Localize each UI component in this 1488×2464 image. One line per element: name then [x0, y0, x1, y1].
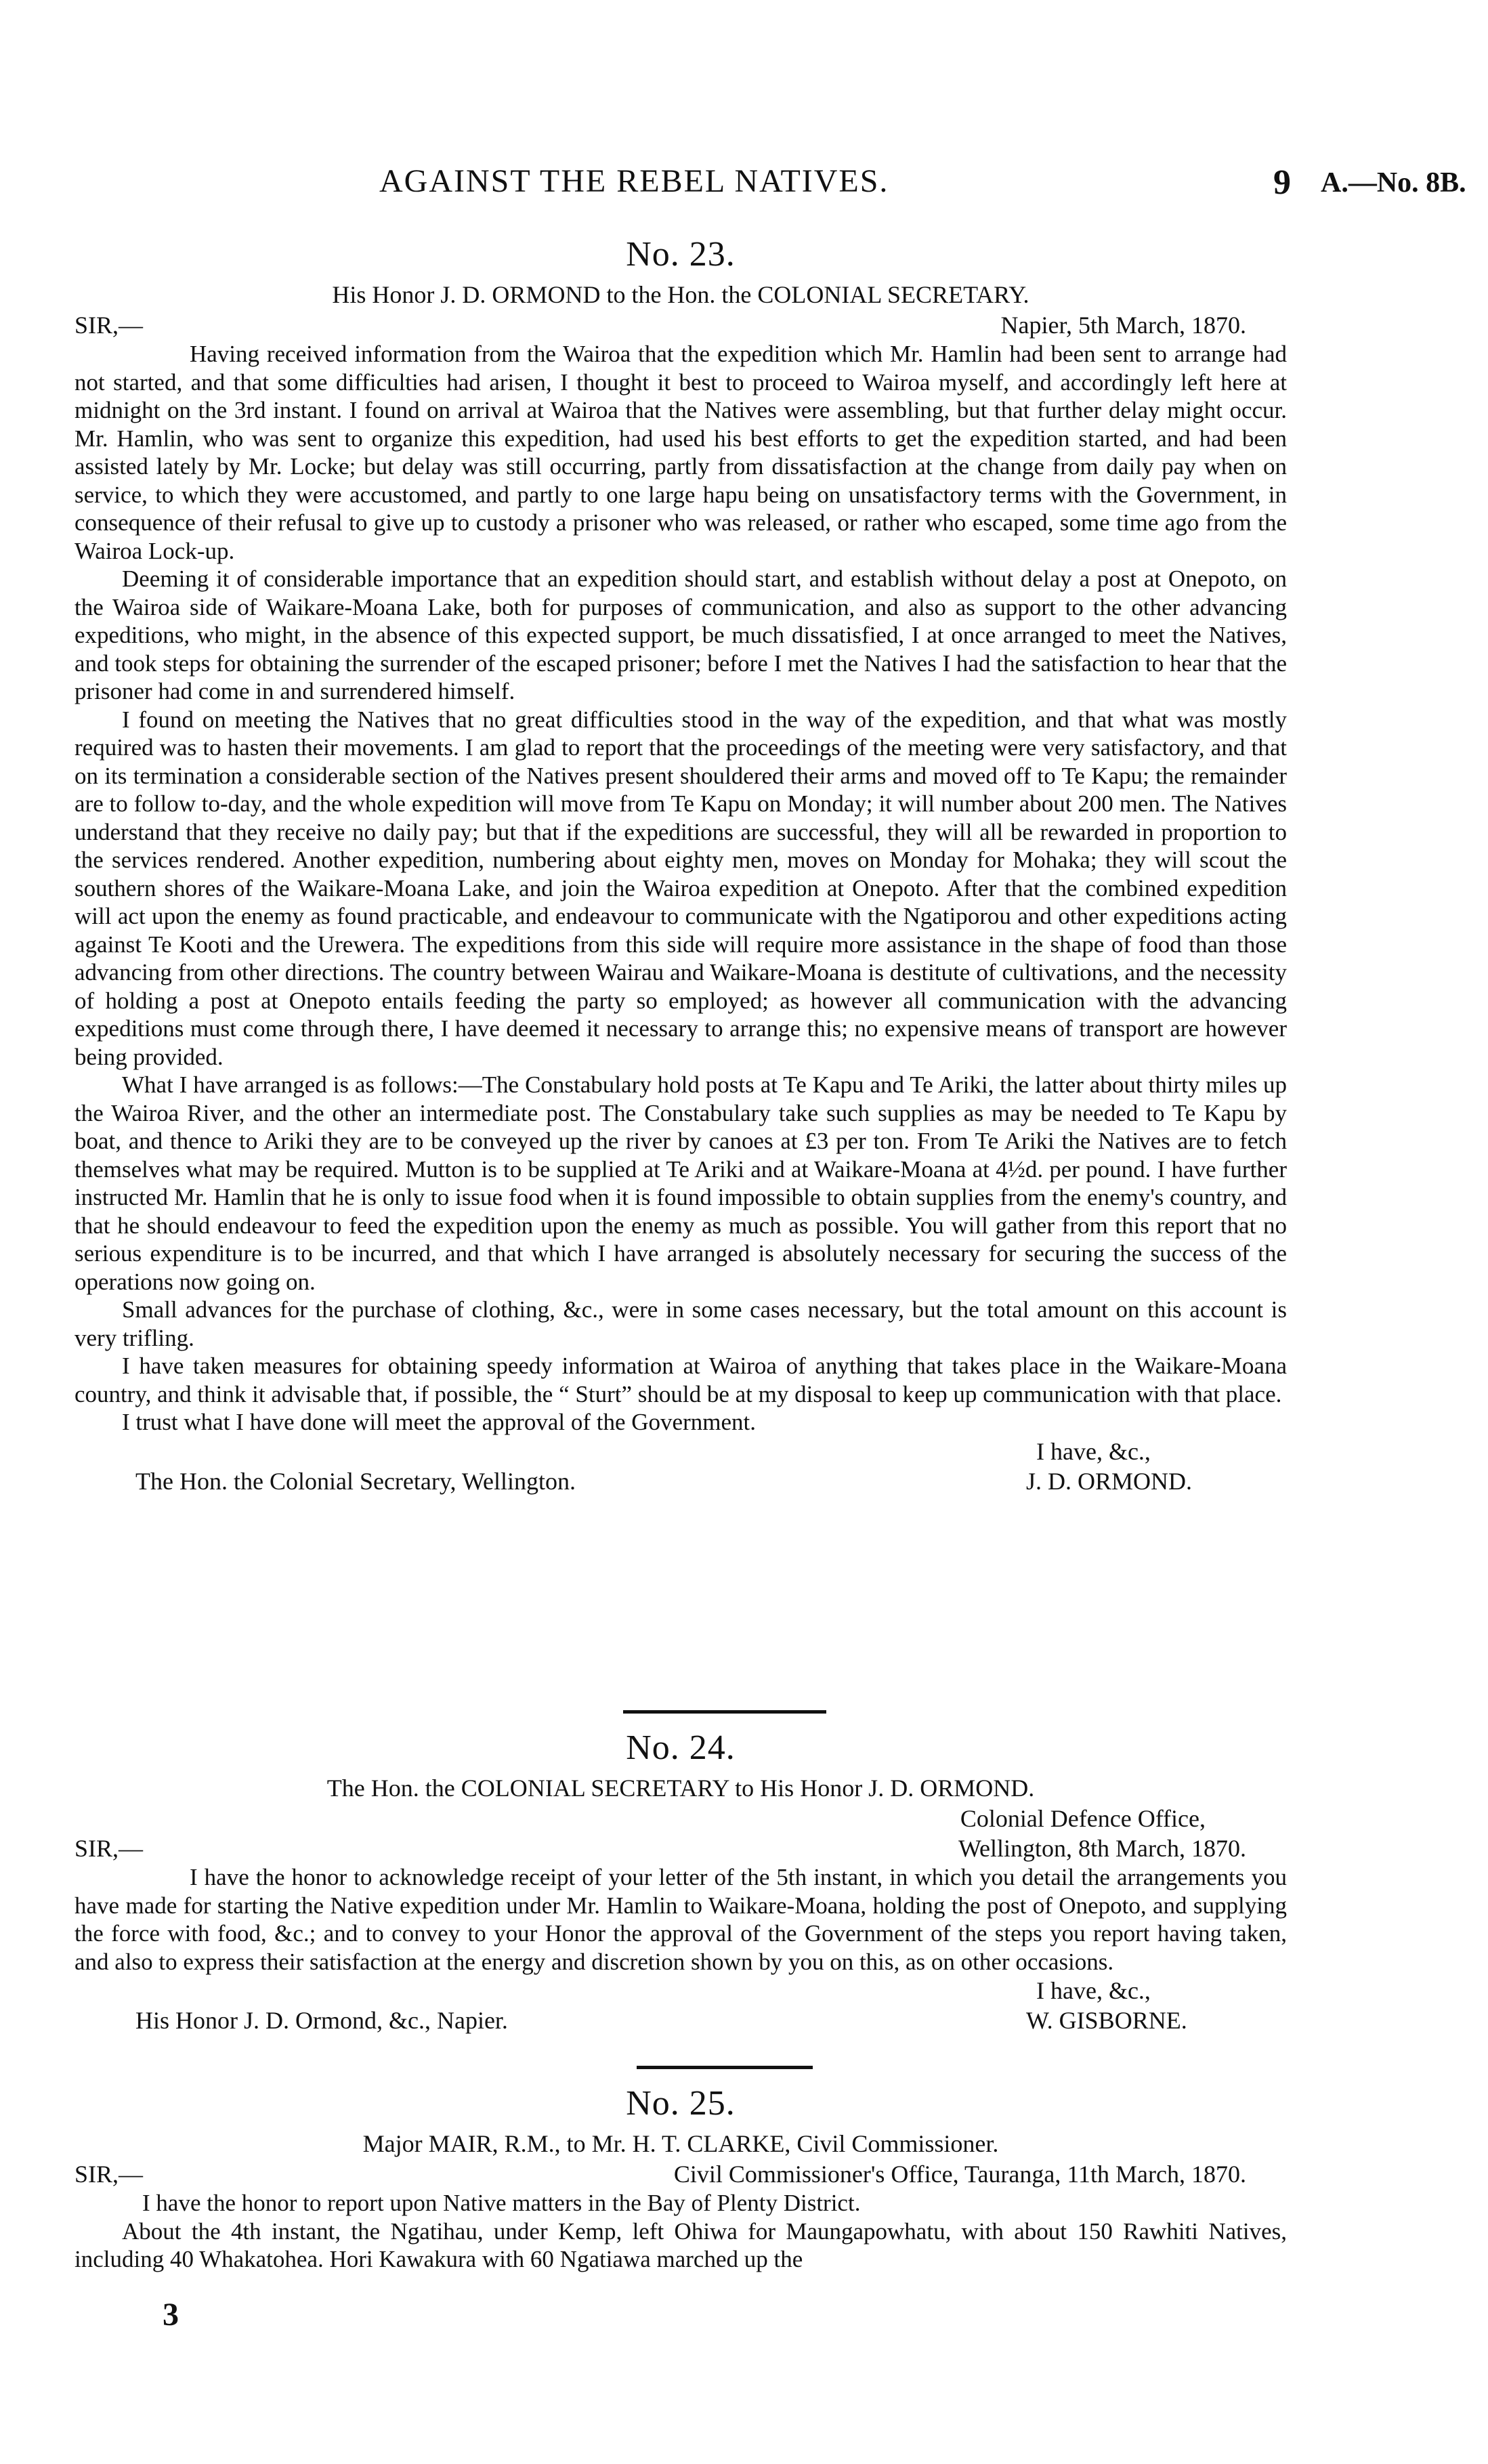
paragraph: Deeming it of considerable importance that an expedition should start, and establish without delay a post at Onepoto, on the Wairoa side of Waikare-Moana Lake, both for purposes of communication, and also as support to the other advancing expeditions, who might, in the absence of this expected support, be much dissatisfied, I at once arranged to meet the Natives, and took steps for obtaining the surrender of the escaped prisoner; before I met the Natives I had the satisfaction to hear that the prisoner had come in and surrendered himself. — [75, 566, 1287, 704]
salutation-row — [75, 310, 1287, 340]
addressee: His Honor J. D. Ormond, &c., Napier. — [135, 2007, 508, 2034]
page-header — [0, 163, 1488, 210]
paper-reference: A.—No. 8B. — [1321, 167, 1466, 198]
addressee: The Hon. the Colonial Secretary, Wellington. — [135, 1467, 576, 1495]
salutation-row — [75, 2159, 1287, 2189]
page-number: 9 — [1273, 163, 1291, 202]
office-line: Colonial Defence Office, — [960, 1805, 1206, 1832]
paragraph: About the 4th instant, the Ngatihau, under Kemp, left Ohiwa for Maungapowhatu, with about 150 Rawhiti Natives, including 40 Whakatohea. Hori Kawakura with 60 Ngatiawa marched up the — [75, 2217, 1287, 2272]
section-divider — [637, 2066, 813, 2069]
place-date: Wellington, 8th March, 1870. — [958, 1835, 1246, 1862]
letter-number: No. 24. — [626, 1728, 736, 1767]
paragraph: I have the honor to report upon Native matters in the Bay of Plenty District. — [142, 2190, 861, 2216]
closing-row — [75, 1437, 1287, 1466]
paragraph: Small advances for the purchase of clothing, &c., were in some cases necessary, but the total amount on this account is very trifling. — [75, 1296, 1287, 1351]
letter-23 — [75, 230, 1287, 1496]
letter-25 — [75, 2079, 1287, 2274]
salutation: SIR,— — [75, 1835, 144, 1862]
letter-subtitle: Major MAIR, R.M., to Mr. H. T. CLARKE, Civil Commissioner. — [362, 2130, 999, 2157]
signature: J. D. ORMOND. — [1026, 1467, 1193, 1495]
signature-row — [75, 2005, 1287, 2035]
closing: I have, &c., — [1036, 1977, 1151, 2004]
letter-24 — [75, 1724, 1287, 2035]
letter-number: No. 23. — [626, 235, 736, 274]
place-date: Civil Commissioner's Office, Tauranga, 11th March, 1870. — [673, 2161, 1246, 2188]
closing-row — [75, 1976, 1287, 2005]
paragraph: I have the honor to acknowledge receipt of your letter of the 5th instant, in which you detail the arrangements you have made for starting the Native expedition under Mr. Hamlin to Waikare-Moana, holding the post of Onepoto, and supplying the force with food, &c.; and to convey to your Honor the approval of the Government of the steps you report having taken, and also to express their satisfaction at the energy and discretion shown by you on this, as on other occasions. — [75, 1864, 1287, 1975]
salutation: SIR,— — [75, 2161, 144, 2188]
paragraph: I trust what I have done will meet the approval of the Government. — [122, 1409, 756, 1435]
signature-mark: 3 — [163, 2297, 179, 2333]
letter-number: No. 25. — [626, 2084, 736, 2123]
salutation: SIR,— — [75, 312, 144, 339]
closing: I have, &c., — [1036, 1437, 1151, 1465]
signature-row — [75, 1466, 1287, 1496]
signature: W. GISBORNE. — [1026, 2007, 1187, 2034]
letter-subtitle: The Hon. the COLONIAL SECRETARY to His Honor J. D. ORMOND. — [326, 1775, 1035, 1802]
salutation-row — [75, 1833, 1287, 1863]
place-date: Napier, 5th March, 1870. — [1000, 312, 1246, 339]
letter-subtitle: His Honor J. D. ORMOND to the Hon. the COLONIAL SECRETARY. — [332, 281, 1029, 308]
running-title: AGAINST THE REBEL NATIVES. — [379, 163, 889, 199]
section-divider — [623, 1710, 826, 1714]
paragraph: What I have arranged is as follows:—The Constabulary hold posts at Te Kapu and Te Ariki, the latter about thirty miles up the Wairoa River, and the other an intermediate post. The Constabulary take such supplies as may be needed to Te Kapu by boat, and thence to Ariki they are to be conveyed up the river by canoes at £3 per ton. From Te Ariki the Natives are to fetch themselves what may be required. Mutton is to be supplied at Te Ariki and at Waikare-Moana at 4½d. per pound. I have further instructed Mr. Hamlin that he is only to issue food when it is found impossible to obtain supplies from the enemy's country, and that he should endeavour to feed the expedition upon the enemy as much as possible. You will gather from this report that no serious expenditure is to be incurred, and that which I have arranged is absolutely necessary for securing the success of the operations now going on. — [75, 1071, 1287, 1295]
paragraph: I have taken measures for obtaining speedy information at Wairoa of anything that takes place in the Waikare-Moana country, and think it advisable that, if possible, the “ Sturt” should be at my disposal to keep up communication with that place. — [75, 1353, 1287, 1407]
paragraph: Having received information from the Wairoa that the expedition which Mr. Hamlin had been sent to arrange had not started, and that some difficulties had arisen, I thought it best to proceed to Wairoa myself, and accordingly left here at midnight on the 3rd instant. I found on arrival at Wairoa that the Natives were assembling, but that further delay might occur. Mr. Hamlin, who was sent to organize this expedition, had used his best efforts to get the expedition started, and had been assisted lately by Mr. Locke; but delay was still occurring, partly from dissatisfaction at the change from daily pay when on service, to which they were accustomed, and partly to one large hapu being on unsatisfactory terms with the Government, in consequence of their refusal to give up to custody a prisoner who was released, or rather who escaped, some time ago from the Wairoa Lock-up. — [75, 341, 1287, 564]
paragraph: I found on meeting the Natives that no great difficulties stood in the way of the expedition, and that what was mostly required was to hasten their movements. I am glad to report that the proceedings of the meeting were very satisfactory, and that on its termination a considerable section of the Natives present shouldered their arms and moved off to Te Kapu; the remainder are to follow to-day, and the whole expedition will move from Te Kapu on Monday; it will number about 200 men. The Natives understand that they receive no daily pay; but that if the expeditions are successful, they will all be rewarded in proportion to the services rendered. Another expedition, numbering about eighty men, moves on Monday for Mohaka; they will scout the southern shores of the Waikare-Moana Lake, and join the Wairoa expedition at Onepoto. After that the combined expedition will act upon the enemy as found practicable, and endeavour to communicate with the Ngatiporou and other expeditions acting against Te Kooti and the Urewera. The expeditions from this side will require more assistance in the shape of food than those advancing from other directions. The country between Wairau and Waikare-Moana is destitute of cultivations, and the necessity of holding a post at Onepoto entails feeding the party so employed; as however all communication with the advancing expeditions must come through there, I have deemed it necessary to arrange this; no expensive means of transport are however being provided. — [75, 706, 1287, 1070]
